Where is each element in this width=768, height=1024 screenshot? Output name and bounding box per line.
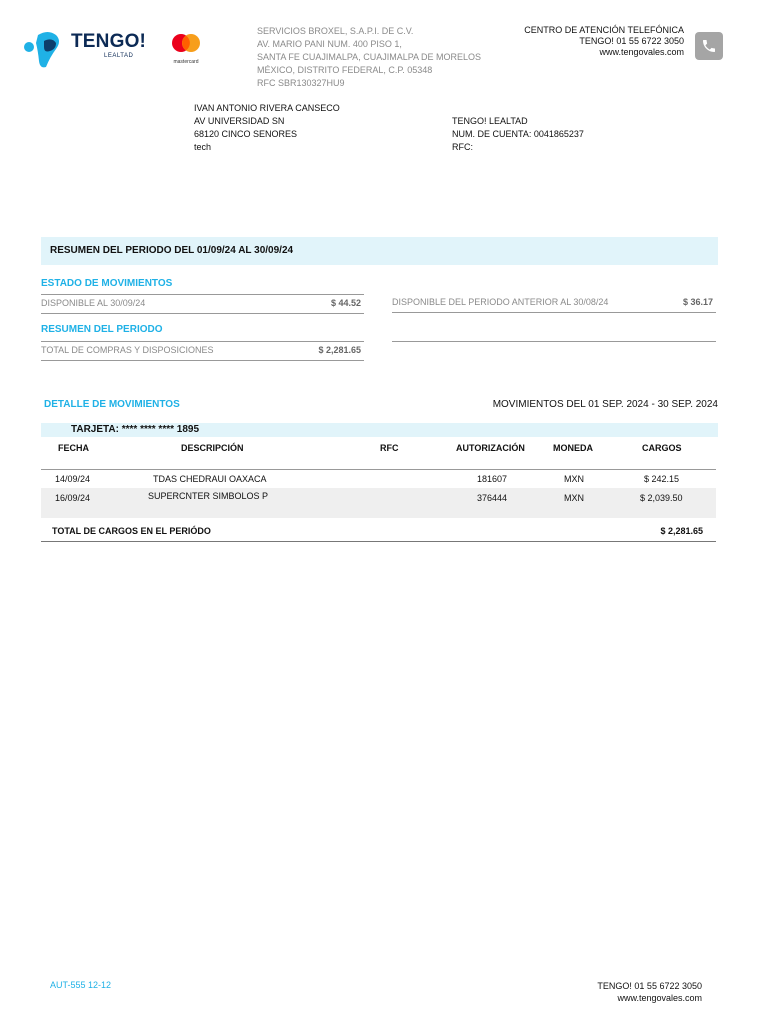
brand-name: TENGO!: [71, 31, 147, 52]
cell-moneda: MXN: [564, 474, 584, 484]
col-autorizacion: AUTORIZACIÓN: [456, 443, 525, 453]
cell-moneda: MXN: [564, 493, 584, 503]
mastercard-logo: [169, 33, 203, 65]
table-row: [41, 488, 716, 518]
cell-fecha: 16/09/24: [55, 493, 91, 503]
cell-cargos: $ 242.15: [644, 474, 680, 484]
resumen-title: RESUMEN DEL PERIODO: [41, 324, 163, 335]
customer-line: 68120 CINCO SENORES: [194, 129, 298, 139]
account-info: [452, 115, 682, 154]
anterior-value: $ 36.17: [682, 297, 713, 307]
col-moneda: MONEDA: [553, 443, 593, 453]
account-line: NUM. DE CUENTA: 0041865237: [452, 129, 584, 139]
cell-fecha: 14/09/24: [55, 474, 91, 484]
company-line: RFC SBR130327HU9: [257, 78, 345, 88]
disponible-label: DISPONIBLE AL 30/09/24: [41, 298, 146, 308]
col-rfc: RFC: [380, 443, 399, 453]
card-number: TARJETA: **** **** **** 1895: [71, 424, 200, 435]
cell-autorizacion: 376444: [477, 493, 508, 503]
total-value: $ 2,281.65: [660, 526, 703, 536]
company-line: SANTA FE CUAJIMALPA, CUAJIMALPA DE MORELOS: [257, 52, 482, 62]
disponible-value: $ 44.52: [330, 298, 361, 308]
footer-code: AUT-555 12-12: [50, 980, 112, 990]
contact-info: [464, 25, 684, 58]
total-divider: [41, 541, 716, 542]
col-descripcion: DESCRIPCIÓN: [181, 443, 244, 453]
company-line: SERVICIOS BROXEL, S.A.P.I. DE C.V.: [257, 26, 414, 36]
contact-title: CENTRO DE ATENCIÓN TELEFÓNICA: [524, 25, 684, 35]
company-line: AV. MARIO PANI NUM. 400 PISO 1,: [257, 39, 402, 49]
cell-autorizacion: 181607: [477, 474, 508, 484]
anterior-row: [392, 294, 716, 313]
anterior-label: DISPONIBLE DEL PERIODO ANTERIOR AL 30/08/24: [392, 297, 609, 307]
cell-descripcion: TDAS CHEDRAUI OAXACA: [153, 474, 267, 484]
detail-range: MOVIMIENTOS DEL 01 SEP. 2024 - 30 SEP. 2024: [492, 399, 718, 410]
contact-phone: TENGO! 01 55 6722 3050: [579, 36, 684, 46]
tengo-logo-icon: [22, 27, 66, 69]
footer-phone: TENGO! 01 55 6722 3050: [597, 981, 702, 991]
cell-descripcion: SUPERCNTER SIMBOLOS P: [148, 491, 269, 501]
card-bar: [41, 423, 718, 437]
footer-contact: [597, 980, 702, 1004]
customer-address: [194, 102, 424, 154]
col-fecha: FECHA: [58, 443, 89, 453]
summary-banner-title: RESUMEN DEL PERIODO DEL 01/09/24 AL 30/09/24: [50, 245, 294, 256]
disponible-row: [41, 294, 364, 314]
customer-line: IVAN ANTONIO RIVERA CANSECO: [194, 103, 340, 113]
compras-value: $ 2,281.65: [318, 345, 361, 355]
cell-cargos: $ 2,039.50: [640, 493, 683, 503]
compras-row: [41, 341, 364, 361]
brand-sub: LEALTAD: [104, 53, 134, 59]
compras-label: TOTAL DE COMPRAS Y DISPOSICIONES: [41, 345, 214, 355]
customer-line: tech: [194, 142, 212, 152]
detail-title: DETALLE DE MOVIMIENTOS: [44, 399, 180, 410]
footer-web: www.tengovales.com: [617, 993, 702, 1003]
table-row: [41, 470, 716, 488]
mastercard-circles-icon: [169, 33, 203, 55]
divider: [392, 341, 716, 342]
summary-banner: [41, 237, 718, 265]
phone-icon: [695, 32, 723, 60]
company-line: MÉXICO, DISTRITO FEDERAL, C.P. 05348: [257, 65, 433, 75]
mastercard-label: mastercard: [173, 59, 199, 65]
customer-line: AV UNIVERSIDAD SN: [194, 116, 285, 126]
account-line: TENGO! LEALTAD: [452, 116, 528, 126]
col-cargos: CARGOS: [642, 443, 682, 453]
estado-title: ESTADO DE MOVIMIENTOS: [41, 278, 173, 289]
account-line: RFC:: [452, 142, 473, 152]
contact-web: www.tengovales.com: [599, 47, 684, 57]
total-label: TOTAL DE CARGOS EN EL PERIÓDO: [52, 526, 211, 536]
